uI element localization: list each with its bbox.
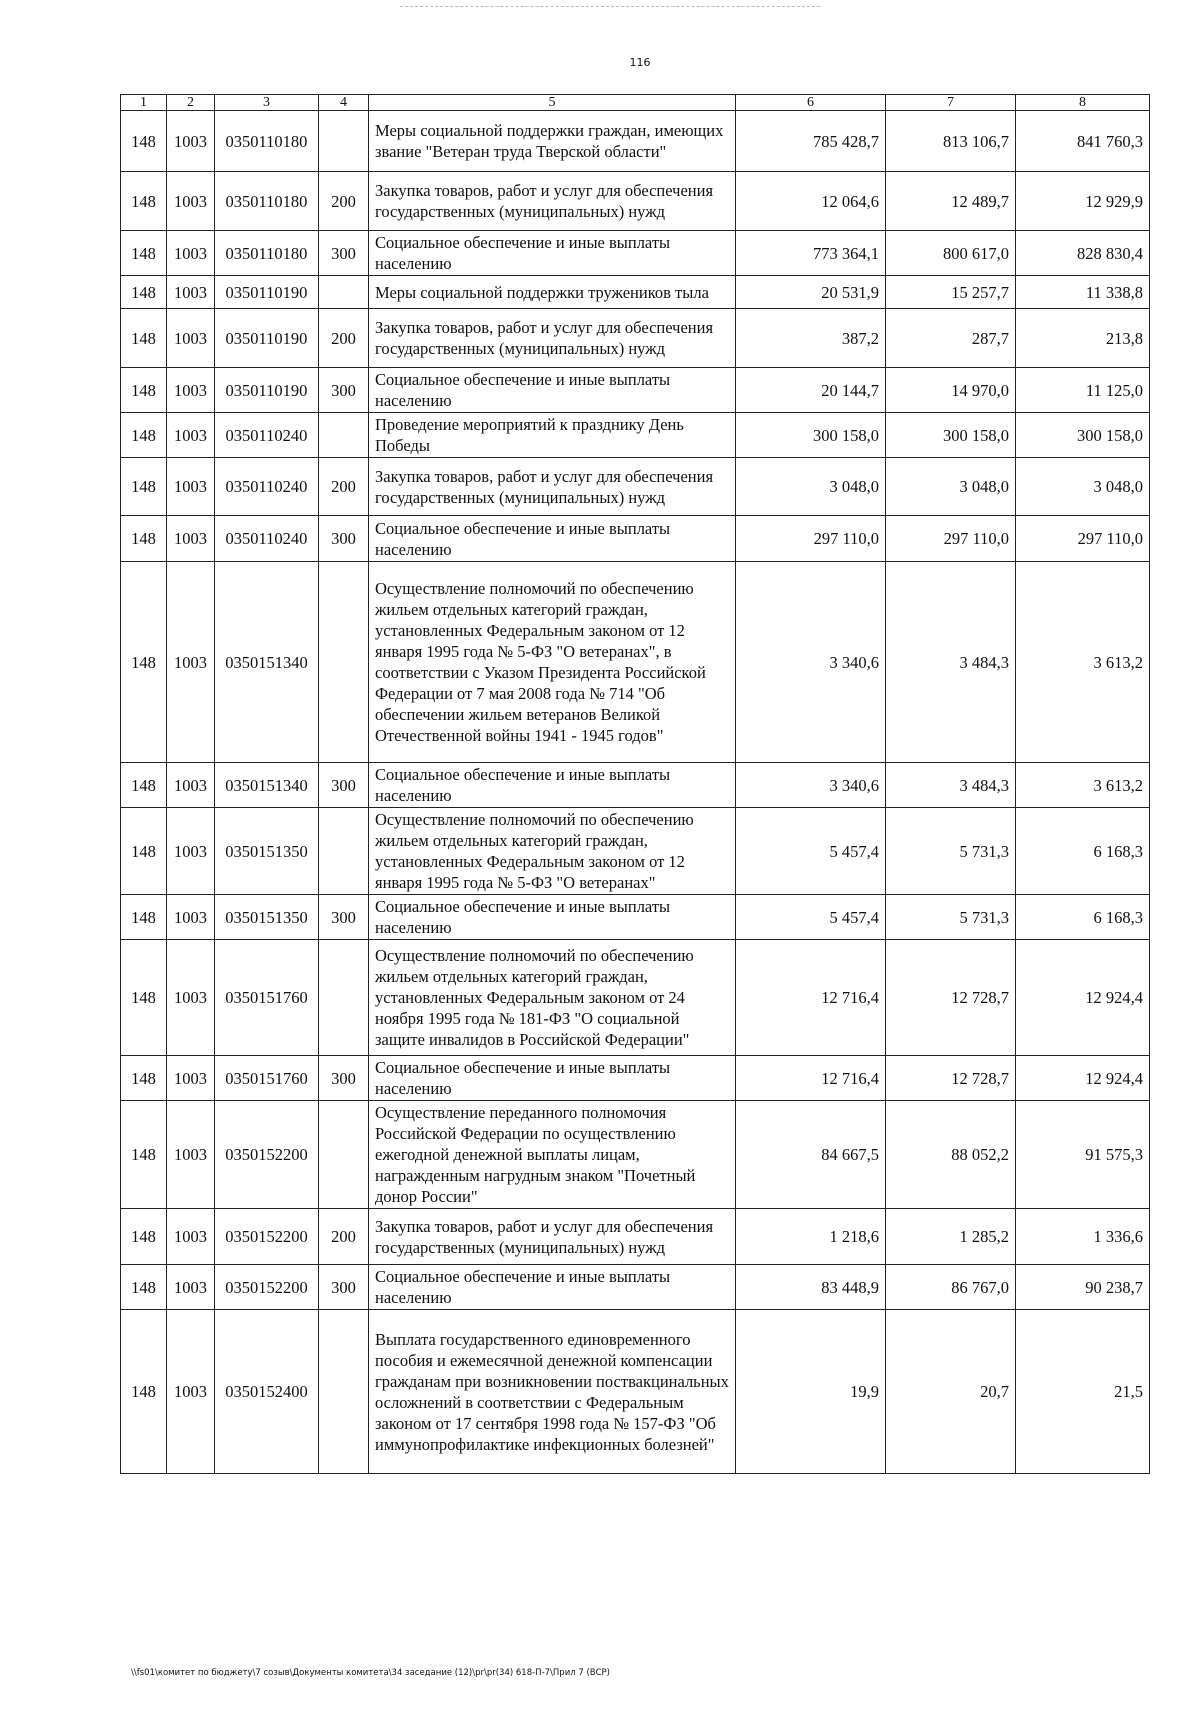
target-article-code-cell: 0350151350	[215, 895, 319, 940]
table-row	[121, 1056, 1150, 1101]
amount-year-3-cell: 3 613,2	[1016, 763, 1150, 808]
table-row	[121, 111, 1150, 172]
subsection-code-cell: 1003	[167, 1209, 215, 1265]
target-article-code-cell: 0350152200	[215, 1209, 319, 1265]
expense-type-code-cell: 300	[319, 1056, 369, 1101]
main-section-code-cell: 148	[121, 309, 167, 368]
amount-year-3-cell: 12 929,9	[1016, 172, 1150, 231]
expense-name-cell: Выплата государственного единовременного пособия и ежемесячной денежной компенсации гражданам при возникновении поствакцинальных осложнений в соответствии с Федеральным законом от 17 сентября 1998 года № 157-ФЗ "Об иммунопрофилактике инфекционных болезней"	[369, 1310, 736, 1474]
table-row	[121, 1209, 1150, 1265]
main-section-code-cell: 148	[121, 111, 167, 172]
expense-type-code-cell	[319, 276, 369, 309]
target-article-code-cell: 0350151350	[215, 808, 319, 895]
amount-year-1-cell: 83 448,9	[736, 1265, 886, 1310]
expense-type-code-cell	[319, 1101, 369, 1209]
amount-year-2-cell: 3 048,0	[886, 458, 1016, 516]
expense-type-code-cell	[319, 808, 369, 895]
amount-year-1-cell: 5 457,4	[736, 808, 886, 895]
target-article-code-cell: 0350110180	[215, 231, 319, 276]
expense-type-code-cell	[319, 413, 369, 458]
expense-type-code-cell: 200	[319, 172, 369, 231]
expense-name-cell: Проведение мероприятий к празднику День Победы	[369, 413, 736, 458]
main-section-code-cell: 148	[121, 763, 167, 808]
header-cell: 3	[215, 95, 319, 111]
expense-name-cell: Социальное обеспечение и иные выплаты населению	[369, 895, 736, 940]
subsection-code-cell: 1003	[167, 940, 215, 1056]
amount-year-2-cell: 15 257,7	[886, 276, 1016, 309]
amount-year-3-cell: 3 613,2	[1016, 562, 1150, 763]
header-cell: 6	[736, 95, 886, 111]
amount-year-2-cell: 1 285,2	[886, 1209, 1016, 1265]
amount-year-1-cell: 19,9	[736, 1310, 886, 1474]
subsection-code-cell: 1003	[167, 562, 215, 763]
expense-name-cell: Социальное обеспечение и иные выплаты населению	[369, 1056, 736, 1101]
amount-year-2-cell: 813 106,7	[886, 111, 1016, 172]
subsection-code-cell: 1003	[167, 309, 215, 368]
expense-type-code-cell	[319, 111, 369, 172]
amount-year-1-cell: 387,2	[736, 309, 886, 368]
table-row	[121, 172, 1150, 231]
amount-year-3-cell: 91 575,3	[1016, 1101, 1150, 1209]
amount-year-1-cell: 1 218,6	[736, 1209, 886, 1265]
target-article-code-cell: 0350152400	[215, 1310, 319, 1474]
table-row	[121, 458, 1150, 516]
table-row	[121, 808, 1150, 895]
subsection-code-cell: 1003	[167, 1101, 215, 1209]
expense-name-cell: Меры социальной поддержки тружеников тыла	[369, 276, 736, 309]
expense-name-cell: Социальное обеспечение и иные выплаты населению	[369, 516, 736, 562]
expense-type-code-cell: 200	[319, 458, 369, 516]
target-article-code-cell: 0350110240	[215, 413, 319, 458]
expense-name-cell: Осуществление полномочий по обеспечению жильем отдельных категорий граждан, установленных Федеральным законом от 12 января 1995 года № 5-ФЗ "О ветеранах", в соответствии с Указом Президента Российской Федерации от 7 мая 2008 года № 714 "Об обеспечении жильем ветеранов Великой Отечественной войны 1941 - 1945 годов"	[369, 562, 736, 763]
expense-name-cell: Закупка товаров, работ и услуг для обеспечения государственных (муниципальных) нужд	[369, 1209, 736, 1265]
main-section-code-cell: 148	[121, 413, 167, 458]
table-row	[121, 516, 1150, 562]
subsection-code-cell: 1003	[167, 276, 215, 309]
amount-year-3-cell: 841 760,3	[1016, 111, 1150, 172]
amount-year-3-cell: 90 238,7	[1016, 1265, 1150, 1310]
table-row	[121, 562, 1150, 763]
footer-file-path: \\fs01\комитет по бюджету\7 созыв\Документы комитета\34 заседание (12)\pr\pr(34) 618-П-7\Прил 7 (ВСР)	[131, 1668, 610, 1678]
main-section-code-cell: 148	[121, 1310, 167, 1474]
target-article-code-cell: 0350110180	[215, 172, 319, 231]
subsection-code-cell: 1003	[167, 895, 215, 940]
target-article-code-cell: 0350151340	[215, 562, 319, 763]
subsection-code-cell: 1003	[167, 231, 215, 276]
amount-year-1-cell: 300 158,0	[736, 413, 886, 458]
target-article-code-cell: 0350151760	[215, 1056, 319, 1101]
amount-year-1-cell: 12 064,6	[736, 172, 886, 231]
budget-table	[120, 94, 1150, 1474]
amount-year-1-cell: 20 144,7	[736, 368, 886, 413]
amount-year-2-cell: 20,7	[886, 1310, 1016, 1474]
page-number: 116	[629, 56, 651, 69]
subsection-code-cell: 1003	[167, 111, 215, 172]
expense-type-code-cell: 300	[319, 895, 369, 940]
main-section-code-cell: 148	[121, 1209, 167, 1265]
expense-name-cell: Социальное обеспечение и иные выплаты населению	[369, 368, 736, 413]
expense-type-code-cell: 300	[319, 1265, 369, 1310]
amount-year-3-cell: 11 338,8	[1016, 276, 1150, 309]
expense-name-cell: Меры социальной поддержки граждан, имеющих звание "Ветеран труда Тверской области"	[369, 111, 736, 172]
amount-year-1-cell: 785 428,7	[736, 111, 886, 172]
amount-year-3-cell: 300 158,0	[1016, 413, 1150, 458]
amount-year-2-cell: 12 489,7	[886, 172, 1016, 231]
subsection-code-cell: 1003	[167, 1265, 215, 1310]
amount-year-3-cell: 3 048,0	[1016, 458, 1150, 516]
header-cell: 2	[167, 95, 215, 111]
amount-year-1-cell: 20 531,9	[736, 276, 886, 309]
amount-year-2-cell: 12 728,7	[886, 940, 1016, 1056]
amount-year-1-cell: 12 716,4	[736, 940, 886, 1056]
main-section-code-cell: 148	[121, 368, 167, 413]
subsection-code-cell: 1003	[167, 516, 215, 562]
main-section-code-cell: 148	[121, 1265, 167, 1310]
target-article-code-cell: 0350110240	[215, 516, 319, 562]
amount-year-1-cell: 3 340,6	[736, 562, 886, 763]
subsection-code-cell: 1003	[167, 368, 215, 413]
target-article-code-cell: 0350110240	[215, 458, 319, 516]
expense-name-cell: Закупка товаров, работ и услуг для обеспечения государственных (муниципальных) нужд	[369, 458, 736, 516]
amount-year-3-cell: 11 125,0	[1016, 368, 1150, 413]
target-article-code-cell: 0350110190	[215, 276, 319, 309]
amount-year-2-cell: 3 484,3	[886, 763, 1016, 808]
main-section-code-cell: 148	[121, 231, 167, 276]
expense-type-code-cell	[319, 1310, 369, 1474]
expense-type-code-cell	[319, 562, 369, 763]
expense-name-cell: Закупка товаров, работ и услуг для обеспечения государственных (муниципальных) нужд	[369, 172, 736, 231]
subsection-code-cell: 1003	[167, 763, 215, 808]
expense-type-code-cell: 300	[319, 763, 369, 808]
amount-year-1-cell: 12 716,4	[736, 1056, 886, 1101]
amount-year-2-cell: 12 728,7	[886, 1056, 1016, 1101]
subsection-code-cell: 1003	[167, 1310, 215, 1474]
target-article-code-cell: 0350151340	[215, 763, 319, 808]
table-row	[121, 413, 1150, 458]
amount-year-3-cell: 6 168,3	[1016, 895, 1150, 940]
subsection-code-cell: 1003	[167, 808, 215, 895]
amount-year-3-cell: 21,5	[1016, 1310, 1150, 1474]
table-row	[121, 309, 1150, 368]
target-article-code-cell: 0350151760	[215, 940, 319, 1056]
subsection-code-cell: 1003	[167, 1056, 215, 1101]
expense-name-cell: Осуществление полномочий по обеспечению жильем отдельных категорий граждан, установленных Федеральным законом от 24 ноября 1995 года № 181-ФЗ "О социальной защите инвалидов в Российской Федерации"	[369, 940, 736, 1056]
amount-year-3-cell: 213,8	[1016, 309, 1150, 368]
table-row	[121, 1265, 1150, 1310]
target-article-code-cell: 0350110190	[215, 368, 319, 413]
amount-year-3-cell: 12 924,4	[1016, 940, 1150, 1056]
amount-year-2-cell: 86 767,0	[886, 1265, 1016, 1310]
subsection-code-cell: 1003	[167, 172, 215, 231]
expense-type-code-cell: 200	[319, 309, 369, 368]
amount-year-2-cell: 5 731,3	[886, 895, 1016, 940]
amount-year-3-cell: 12 924,4	[1016, 1056, 1150, 1101]
main-section-code-cell: 148	[121, 808, 167, 895]
main-section-code-cell: 148	[121, 276, 167, 309]
expense-name-cell: Осуществление переданного полномочия Российской Федерации по осуществлению ежегодной денежной выплаты лицам, награжденным нагрудным знаком "Почетный донор России"	[369, 1101, 736, 1209]
amount-year-2-cell: 287,7	[886, 309, 1016, 368]
table-row	[121, 895, 1150, 940]
amount-year-3-cell: 828 830,4	[1016, 231, 1150, 276]
table-row	[121, 940, 1150, 1056]
amount-year-2-cell: 800 617,0	[886, 231, 1016, 276]
expense-name-cell: Социальное обеспечение и иные выплаты населению	[369, 1265, 736, 1310]
header-cell: 4	[319, 95, 369, 111]
table-row	[121, 763, 1150, 808]
amount-year-2-cell: 3 484,3	[886, 562, 1016, 763]
amount-year-1-cell: 3 048,0	[736, 458, 886, 516]
subsection-code-cell: 1003	[167, 458, 215, 516]
header-cell: 1	[121, 95, 167, 111]
amount-year-1-cell: 5 457,4	[736, 895, 886, 940]
expense-type-code-cell	[319, 940, 369, 1056]
expense-name-cell: Социальное обеспечение и иные выплаты населению	[369, 763, 736, 808]
scan-top-rule	[400, 6, 820, 7]
expense-type-code-cell: 300	[319, 231, 369, 276]
expense-type-code-cell: 300	[319, 368, 369, 413]
amount-year-1-cell: 3 340,6	[736, 763, 886, 808]
table-row	[121, 1101, 1150, 1209]
main-section-code-cell: 148	[121, 458, 167, 516]
table-header-row	[121, 95, 1150, 111]
amount-year-1-cell: 297 110,0	[736, 516, 886, 562]
target-article-code-cell: 0350110180	[215, 111, 319, 172]
table-row	[121, 368, 1150, 413]
amount-year-2-cell: 88 052,2	[886, 1101, 1016, 1209]
main-section-code-cell: 148	[121, 940, 167, 1056]
header-cell: 5	[369, 95, 736, 111]
table-row	[121, 231, 1150, 276]
target-article-code-cell: 0350110190	[215, 309, 319, 368]
amount-year-2-cell: 300 158,0	[886, 413, 1016, 458]
main-section-code-cell: 148	[121, 1056, 167, 1101]
amount-year-1-cell: 84 667,5	[736, 1101, 886, 1209]
header-cell: 7	[886, 95, 1016, 111]
subsection-code-cell: 1003	[167, 413, 215, 458]
amount-year-2-cell: 5 731,3	[886, 808, 1016, 895]
amount-year-3-cell: 1 336,6	[1016, 1209, 1150, 1265]
target-article-code-cell: 0350152200	[215, 1101, 319, 1209]
amount-year-3-cell: 297 110,0	[1016, 516, 1150, 562]
expense-name-cell: Социальное обеспечение и иные выплаты населению	[369, 231, 736, 276]
table-row	[121, 1310, 1150, 1474]
main-section-code-cell: 148	[121, 895, 167, 940]
expense-type-code-cell: 300	[319, 516, 369, 562]
main-section-code-cell: 148	[121, 1101, 167, 1209]
main-section-code-cell: 148	[121, 172, 167, 231]
expense-name-cell: Осуществление полномочий по обеспечению жильем отдельных категорий граждан, установленных Федеральным законом от 12 января 1995 года № 5-ФЗ "О ветеранах"	[369, 808, 736, 895]
main-section-code-cell: 148	[121, 562, 167, 763]
main-section-code-cell: 148	[121, 516, 167, 562]
expense-name-cell: Закупка товаров, работ и услуг для обеспечения государственных (муниципальных) нужд	[369, 309, 736, 368]
amount-year-2-cell: 297 110,0	[886, 516, 1016, 562]
amount-year-1-cell: 773 364,1	[736, 231, 886, 276]
amount-year-3-cell: 6 168,3	[1016, 808, 1150, 895]
amount-year-2-cell: 14 970,0	[886, 368, 1016, 413]
expense-type-code-cell: 200	[319, 1209, 369, 1265]
table-row	[121, 276, 1150, 309]
header-cell: 8	[1016, 95, 1150, 111]
target-article-code-cell: 0350152200	[215, 1265, 319, 1310]
